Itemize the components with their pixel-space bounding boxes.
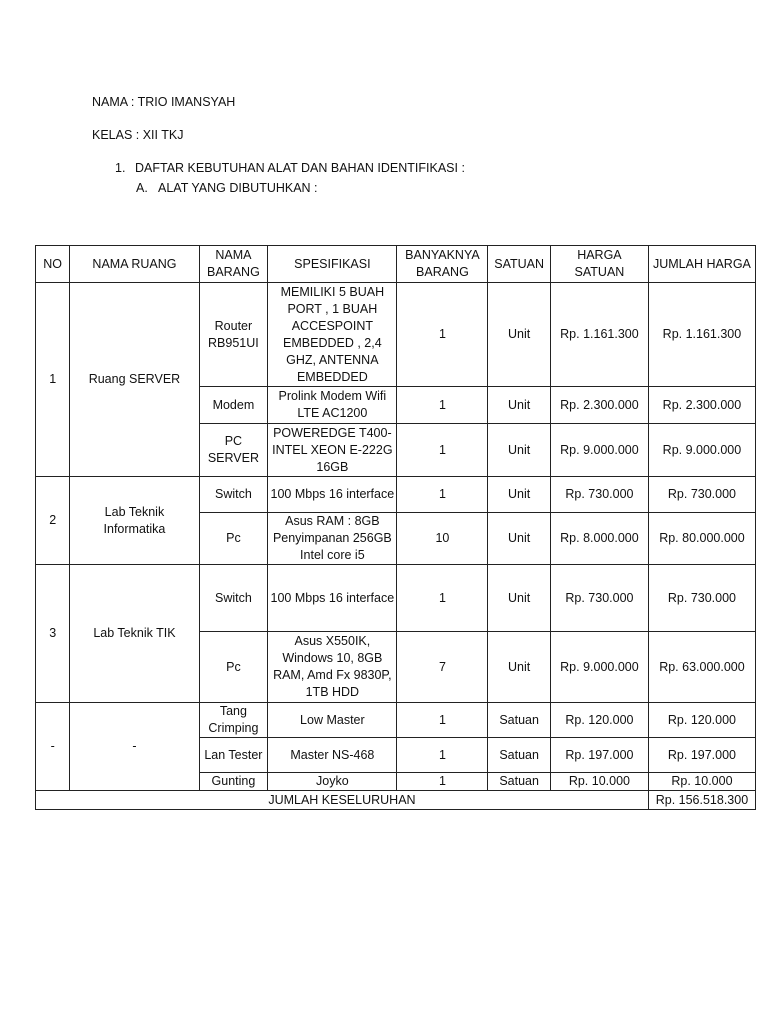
row-number: 1 [36,283,70,477]
item-unit: Unit [488,283,551,387]
item-quantity: 10 [397,513,488,565]
item-unit: Satuan [488,773,551,791]
item-unit: Satuan [488,738,551,773]
item-quantity: 7 [397,632,488,703]
list-item-1 [115,161,465,175]
item-total-price: Rp. 63.000.000 [648,632,755,703]
list-item-1-number: 1. [115,161,126,175]
item-total-price: Rp. 197.000 [648,738,755,773]
item-quantity: 1 [397,477,488,513]
item-spec: Master NS-468 [268,738,397,773]
item-quantity: 1 [397,387,488,424]
item-unit-price: Rp. 8.000.000 [550,513,648,565]
item-quantity: 1 [397,738,488,773]
room-name: Lab Teknik Informatika [70,477,199,565]
column-header-spesifikasi: SPESIFIKASI [268,246,397,283]
list-item-1-text: DAFTAR KEBUTUHAN ALAT DAN BAHAN IDENTIFIKASI : [135,161,465,175]
column-header-banyaknya-barang: BANYAKNYA BARANG [397,246,488,283]
item-unit-price: Rp. 730.000 [550,477,648,513]
item-name: Switch [199,565,268,632]
item-unit-price: Rp. 2.300.000 [550,387,648,424]
row-number: 2 [36,477,70,565]
item-name: Tang Crimping [199,703,268,738]
item-unit-price: Rp. 197.000 [550,738,648,773]
item-name: Switch [199,477,268,513]
item-spec: Asus X550IK, Windows 10, 8GB RAM, Amd Fx 9830P, 1TB HDD [268,632,397,703]
item-total-price: Rp. 10.000 [648,773,755,791]
item-unit: Satuan [488,703,551,738]
item-name: Modem [199,387,268,424]
item-spec: POWEREDGE T400- INTEL XEON E-222G 16GB [268,424,397,477]
table-header-row [36,246,756,283]
item-name: Pc [199,632,268,703]
item-name: Lan Tester [199,738,268,773]
item-unit-price: Rp. 10.000 [550,773,648,791]
column-header-satuan: SATUAN [488,246,551,283]
item-total-price: Rp. 730.000 [648,565,755,632]
column-header-nama-ruang: NAMA RUANG [70,246,199,283]
list-item-a-text: ALAT YANG DIBUTUHKAN : [158,181,318,195]
item-total-price: Rp. 2.300.000 [648,387,755,424]
item-unit: Unit [488,424,551,477]
item-unit-price: Rp. 9.000.000 [550,632,648,703]
item-quantity: 1 [397,283,488,387]
item-spec: Asus RAM : 8GB Penyimpanan 256GB Intel core i5 [268,513,397,565]
grand-total-label: JUMLAH KESELURUHAN [36,791,649,810]
item-spec: Prolink Modem Wifi LTE AC1200 [268,387,397,424]
total-row [36,791,756,810]
column-header-jumlah-harga: JUMLAH HARGA [648,246,755,283]
item-total-price: Rp. 1.161.300 [648,283,755,387]
room-name: Lab Teknik TIK [70,565,199,703]
item-spec: 100 Mbps 16 interface [268,565,397,632]
list-item-a [136,181,318,195]
item-quantity: 1 [397,565,488,632]
item-unit-price: Rp. 120.000 [550,703,648,738]
table-row [36,283,756,387]
list-item-a-number: A. [136,181,148,195]
table-row [36,703,756,738]
item-name: Gunting [199,773,268,791]
item-total-price: Rp. 120.000 [648,703,755,738]
item-total-price: Rp. 80.000.000 [648,513,755,565]
item-total-price: Rp. 9.000.000 [648,424,755,477]
student-name: NAMA : TRIO IMANSYAH [92,95,236,109]
column-header-no: NO [36,246,70,283]
item-quantity: 1 [397,703,488,738]
item-name: PC SERVER [199,424,268,477]
item-unit: Unit [488,513,551,565]
item-unit: Unit [488,565,551,632]
room-name: - [70,703,199,791]
column-header-harga-satuan: HARGA SATUAN [550,246,648,283]
item-spec: Joyko [268,773,397,791]
row-number: 3 [36,565,70,703]
item-total-price: Rp. 730.000 [648,477,755,513]
table-row [36,565,756,632]
row-number: - [36,703,70,791]
item-unit-price: Rp. 9.000.000 [550,424,648,477]
item-unit: Unit [488,477,551,513]
student-class: KELAS : XII TKJ [92,128,184,142]
item-spec: MEMILIKI 5 BUAH PORT , 1 BUAH ACCESPOINT EMBEDDED , 2,4 GHZ, ANTENNA EMBEDDED [268,283,397,387]
item-quantity: 1 [397,773,488,791]
table-row [36,477,756,513]
grand-total-value: Rp. 156.518.300 [648,791,755,810]
equipment-table [35,245,756,810]
item-unit: Unit [488,632,551,703]
item-unit-price: Rp. 730.000 [550,565,648,632]
item-unit: Unit [488,387,551,424]
item-spec: Low Master [268,703,397,738]
item-name: Router RB951UI [199,283,268,387]
item-unit-price: Rp. 1.161.300 [550,283,648,387]
item-name: Pc [199,513,268,565]
item-spec: 100 Mbps 16 interface [268,477,397,513]
room-name: Ruang SERVER [70,283,199,477]
column-header-nama-barang: NAMA BARANG [199,246,268,283]
item-quantity: 1 [397,424,488,477]
